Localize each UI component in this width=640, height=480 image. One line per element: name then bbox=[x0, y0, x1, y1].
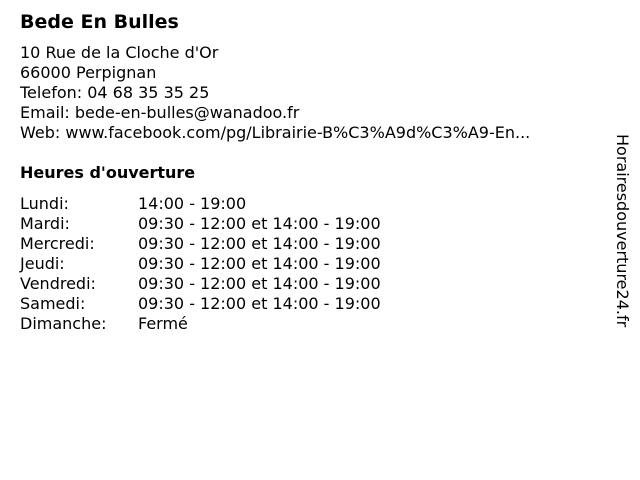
hours-row-tuesday bbox=[20, 214, 500, 234]
day-label: Jeudi: bbox=[20, 254, 65, 273]
watermark-text: Horairesdouverture24.fr bbox=[613, 134, 632, 328]
day-label: Lundi: bbox=[20, 194, 69, 213]
hours-row-monday bbox=[20, 194, 500, 214]
day-label: Vendredi: bbox=[20, 274, 96, 293]
hours-row-wednesday bbox=[20, 234, 500, 254]
day-hours: 14:00 - 19:00 bbox=[138, 194, 247, 213]
day-hours: 09:30 - 12:00 et 14:00 - 19:00 bbox=[138, 254, 381, 273]
hours-heading: Heures d'ouverture bbox=[20, 163, 196, 182]
email-line: Email: bede-en-bulles@wanadoo.fr bbox=[20, 103, 300, 122]
phone-line: Telefon: 04 68 35 35 25 bbox=[20, 83, 210, 102]
address-city: 66000 Perpignan bbox=[20, 63, 157, 82]
day-hours: 09:30 - 12:00 et 14:00 - 19:00 bbox=[138, 294, 381, 313]
day-label: Mercredi: bbox=[20, 234, 95, 253]
address-street: 10 Rue de la Cloche d'Or bbox=[20, 43, 219, 62]
day-hours: 09:30 - 12:00 et 14:00 - 19:00 bbox=[138, 214, 381, 233]
day-label: Samedi: bbox=[20, 294, 86, 313]
web-line: Web: www.facebook.com/pg/Librairie-B%C3%A9d%C3%A9-En... bbox=[20, 123, 531, 142]
site-watermark bbox=[612, 134, 632, 374]
hours-table bbox=[20, 194, 500, 334]
hours-row-saturday bbox=[20, 294, 500, 314]
contact-block bbox=[20, 43, 530, 143]
day-hours: Fermé bbox=[138, 314, 188, 333]
hours-row-sunday bbox=[20, 314, 500, 334]
hours-row-thursday bbox=[20, 254, 500, 274]
day-hours: 09:30 - 12:00 et 14:00 - 19:00 bbox=[138, 274, 381, 293]
day-label: Mardi: bbox=[20, 214, 70, 233]
day-label: Dimanche: bbox=[20, 314, 107, 333]
hours-row-friday bbox=[20, 274, 500, 294]
business-name: Bede En Bulles bbox=[20, 11, 179, 33]
day-hours: 09:30 - 12:00 et 14:00 - 19:00 bbox=[138, 234, 381, 253]
